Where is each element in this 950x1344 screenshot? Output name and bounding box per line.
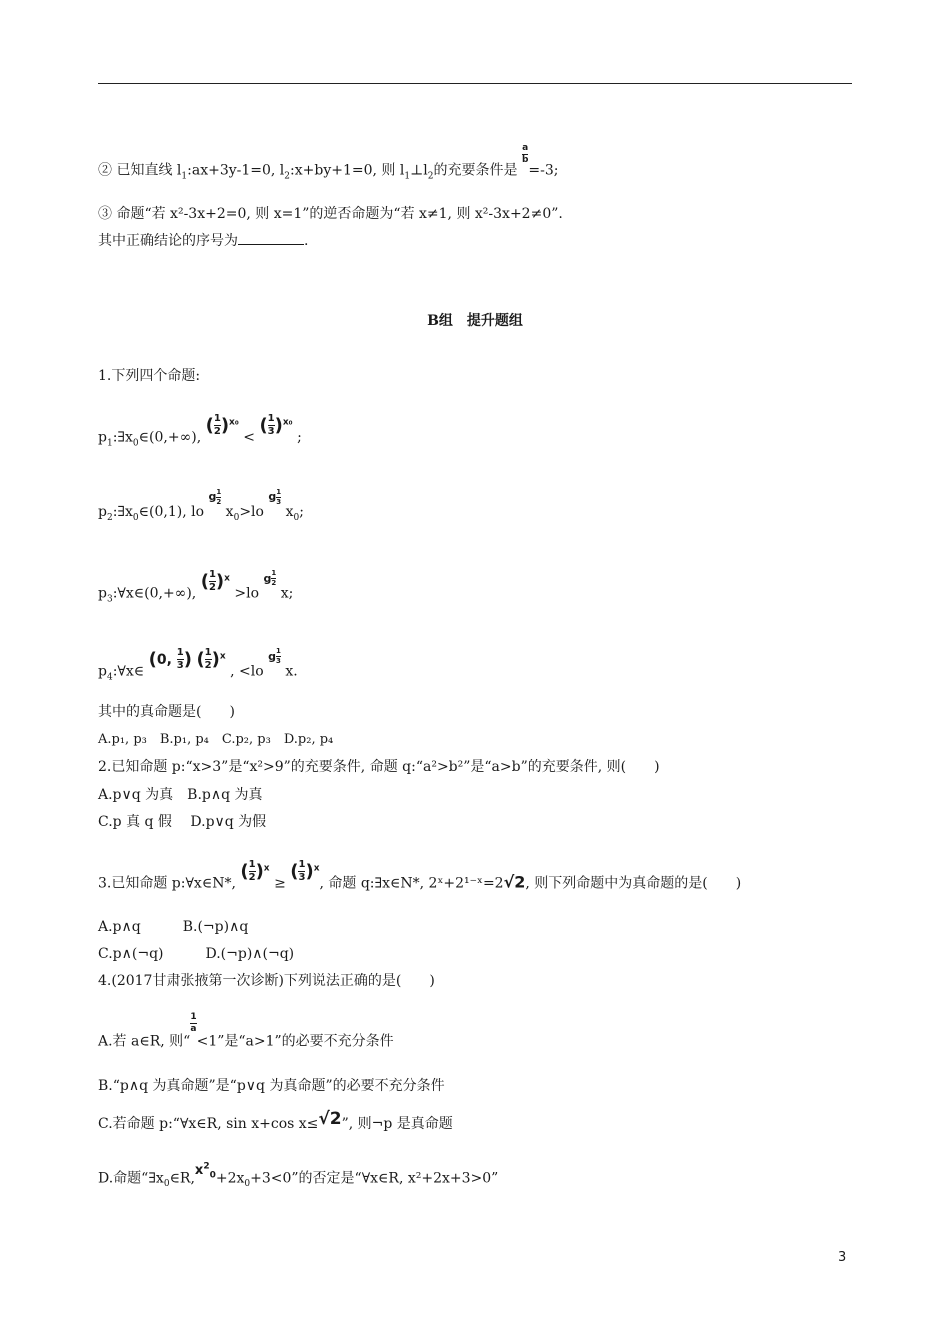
item-3-line: ③ 命题“若 x²-3x+2=0, 则 x=1”的逆否命题为“若 x≠1, 则 x²-3x+2≠0”. (98, 206, 563, 222)
interval-0-third: (0, $\frac{1}{3}$ ) (148, 647, 192, 672)
fraction (276, 489, 281, 506)
q1-ask: 其中的真命题是( ) (98, 704, 235, 720)
denominator: 2 (213, 426, 221, 438)
subscript: 1 (106, 438, 113, 449)
log-base-third: g 1 3 (268, 647, 281, 666)
subscript: 1 (181, 171, 188, 182)
exponent: x (263, 863, 270, 873)
paren: ) (211, 648, 220, 670)
text: <lo (239, 663, 264, 680)
answer-blank[interactable] (238, 232, 304, 245)
text: p (98, 504, 107, 520)
denominator: 3 (276, 497, 282, 506)
text: x. (285, 663, 298, 680)
half-power-x (196, 647, 226, 672)
fraction (209, 570, 216, 593)
subscript: 0 (233, 512, 240, 523)
q4-option-d (98, 1162, 499, 1193)
text: D.命题“∃x (98, 1170, 164, 1187)
denominator: 2 (204, 660, 212, 672)
text: :∀x∈(0,+∞), (112, 585, 197, 602)
exponent: x₀ (282, 417, 293, 427)
denominator: 2 (208, 582, 216, 594)
item-2-text: :ax+3y-1=0, l (187, 162, 285, 179)
denominator: 3 (267, 426, 275, 438)
subscript: 2 (284, 171, 291, 182)
subscript: 2 (427, 171, 434, 182)
subscript: 3 (106, 594, 113, 605)
denominator: 3 (176, 660, 184, 672)
denominator: 2 (216, 497, 222, 506)
paren: ( (290, 860, 299, 882)
paren: ) (255, 860, 264, 882)
numerator: 1 (276, 647, 281, 656)
fraction-1-over-a (190, 1013, 196, 1034)
subscript: 1 (404, 171, 411, 182)
exponent: x (224, 573, 230, 583)
fraction (271, 570, 276, 587)
text: ”, 则¬p 是真命题 (341, 1116, 453, 1132)
exponent: x (219, 651, 226, 661)
exponent: 2 (203, 1162, 210, 1172)
third-power-x0 (259, 413, 293, 438)
item-2-text: ⊥l (410, 162, 428, 179)
text: ∈R, (169, 1170, 195, 1187)
fill-prompt (98, 232, 308, 250)
text: , (230, 663, 235, 680)
subscript: 0 (244, 1179, 251, 1190)
text: ∈(0,+∞), (138, 429, 202, 446)
paren: ) (305, 860, 314, 882)
log-base-third: g 1 3 (268, 487, 282, 506)
paren: ) (220, 414, 230, 436)
q3-stem (98, 859, 742, 895)
subscript: 0 (163, 1179, 170, 1190)
paren: ( (259, 414, 268, 436)
q2-stem: 2.已知命题 p:“x>3”是“x²>9”的充要条件, 命题 q:“a²>b²”是“a>b”的充要条件, 则( ) (98, 759, 660, 775)
numerator: 1 (176, 647, 184, 659)
denominator: a (190, 1024, 197, 1034)
fraction (268, 414, 275, 437)
q2-options-cd: C.p 真 q 假 D.p∨q 为假 (98, 814, 267, 830)
half-power-x0 (205, 413, 239, 438)
numerator: 1 (208, 569, 216, 581)
text: p (98, 663, 107, 680)
numerator: 1 (248, 859, 256, 871)
q4-stem: 4.(2017甘肃张掖第一次诊断)下列说法正确的是( ) (98, 973, 435, 989)
paren: ( (196, 648, 205, 670)
subscript: 0 (132, 512, 139, 523)
denominator: 3 (298, 872, 306, 884)
fraction (249, 860, 256, 883)
fraction (177, 648, 184, 671)
fraction (276, 648, 281, 665)
item-2-line (98, 143, 559, 185)
interval-start: 0 (156, 651, 167, 668)
subscript: 0 (293, 512, 300, 523)
header-rule (98, 83, 852, 84)
item-2-text: ② 已知直线 l (98, 162, 182, 179)
q1-intro: 1.下列四个命题: (98, 368, 201, 384)
text: ∈(0,1), lo (138, 504, 205, 520)
numerator: 1 (276, 487, 282, 496)
text: x (225, 504, 234, 520)
numerator: 1 (267, 413, 275, 425)
text: :∀x∈ (112, 663, 145, 680)
text: <1”是“a>1”的必要不充分条件 (196, 1033, 394, 1050)
log-base-half: g 1 2 (263, 569, 277, 588)
text: :∃x (112, 504, 133, 520)
log-base-half: g 1 2 (208, 487, 222, 506)
text: 3.已知命题 p:∀x∈N*, (98, 875, 236, 892)
q4-option-c (98, 1109, 453, 1133)
fill-prompt-end: . (304, 233, 309, 249)
paren: ( (205, 414, 214, 436)
q4-option-a (98, 1012, 394, 1052)
q2-options-ab: A.p∨q 为真 B.p∧q 为真 (98, 787, 263, 803)
sqrt-2: √2 (318, 1109, 342, 1129)
x0-squared: $x^2_0$ (194, 1162, 216, 1181)
text: ; (297, 429, 302, 446)
numerator: 1 (213, 413, 221, 425)
q1-p1 (98, 413, 302, 452)
fill-prompt-text: 其中正确结论的序号为 (98, 233, 238, 249)
denominator: 2 (271, 579, 277, 588)
numerator: 1 (216, 487, 222, 496)
half-power-x (240, 859, 270, 884)
numerator: 1 (190, 1012, 197, 1022)
subscript: 0 (132, 438, 139, 449)
q4-option-b: B.“p∧q 为真命题”是“p∨q 为真命题”的必要不充分条件 (98, 1078, 445, 1094)
text: +3<0”的否定是“∀x∈R, x²+2x+3>0” (250, 1170, 499, 1187)
text: , 则下列命题中为真命题的是( ) (525, 875, 742, 892)
q3-options-ab: A.p∧q B.(¬p)∧q (98, 919, 249, 935)
text: ≥ (274, 875, 286, 892)
subscript: 2 (106, 512, 113, 523)
text: A.若 a∈R, 则“ (98, 1033, 191, 1050)
text: , 命题 q:∃x∈N*, 2ˣ+2¹⁻ˣ=2 (319, 875, 504, 892)
fraction (205, 648, 212, 671)
q1-options: A.p₁, p₃ B.p₁, p₄ C.p₂, p₃ D.p₂, p₄ (98, 732, 334, 747)
text: p (98, 429, 107, 446)
text: C.若命题 p:“∀x∈R, sin x+cos x≤ (98, 1116, 319, 1132)
paren: ( (240, 860, 249, 882)
text: >lo (234, 585, 260, 602)
item-2-text: =-3; (528, 162, 559, 179)
paren: ( (148, 648, 157, 670)
text: +2x (215, 1170, 245, 1187)
text: :∃x (112, 429, 133, 446)
item-2-text: :x+by+1=0, 则 l (290, 162, 405, 179)
paren: ) (274, 414, 283, 436)
numerator: 1 (204, 647, 212, 659)
denominator: b (521, 155, 529, 165)
paren: ) (215, 570, 225, 592)
half-power-x (200, 569, 230, 594)
text: ; (299, 504, 304, 520)
text: < (243, 429, 255, 446)
denominator: 2 (248, 872, 256, 884)
text: x; (280, 585, 294, 602)
exponent: x (313, 863, 320, 873)
text: x (285, 504, 294, 520)
sqrt-2: √2 (503, 872, 526, 892)
section-heading: B组 提升题组 (427, 313, 523, 329)
fraction (214, 414, 221, 437)
subscript: 4 (106, 672, 113, 683)
third-power-x (290, 859, 320, 884)
paren: ( (200, 570, 209, 592)
numerator: 1 (298, 859, 306, 871)
numerator: a (522, 143, 529, 153)
subscript: 0 (209, 1170, 216, 1181)
numerator: 1 (271, 569, 277, 578)
text: >lo (239, 504, 264, 520)
exponent: x₀ (229, 417, 239, 427)
paren: ) (183, 648, 192, 670)
fraction-a-over-b (522, 144, 528, 165)
text: p (98, 585, 107, 602)
denominator: 3 (276, 657, 281, 666)
page-number: 3 (838, 1250, 847, 1265)
fraction (216, 489, 221, 506)
item-2-text: 的充要条件是 (433, 162, 518, 179)
q3-options-cd: C.p∧(¬q) D.(¬p)∧(¬q) (98, 946, 295, 962)
